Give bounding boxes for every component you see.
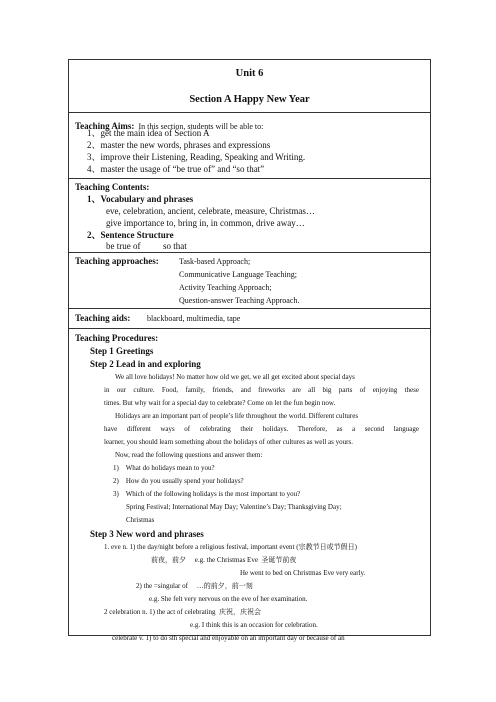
approaches-label: Teaching approaches: (75, 256, 159, 266)
paragraph-line: We all love holidays! No matter how old we get, we all get excited about special days (115, 373, 355, 381)
unit-title: Unit 6 (235, 68, 264, 79)
aids-label: Teaching aids: (75, 313, 131, 323)
paragraph-line: Holidays are an important part of people’s life throughout the world. Different cultures (115, 412, 359, 420)
paragraph-line: have different ways of celebrating their holidays. Therefore, as a second language (104, 425, 419, 433)
aims-item: 1、get the main idea of Section A (87, 128, 210, 138)
procedures-label: Teaching Procedures: (75, 333, 159, 343)
aids-row (69, 309, 430, 329)
vocab-example: e.g. I think this is an occasion for celebration. (190, 621, 318, 629)
vocab-entry: 前夜，前夕 e.g. the Christmas Eve 圣诞节前夜 (151, 556, 297, 564)
section-title: Section A Happy New Year (189, 94, 310, 105)
contents-label: Teaching Contents: (75, 182, 150, 192)
approach-item: Task-based Approach; (179, 257, 251, 266)
step-2: Step 2 Lead in and exploring (90, 359, 201, 369)
approach-item: Question-answer Teaching Approach. (179, 296, 300, 305)
paragraph-line: learner, you should learn something about the holidays of other cultures as well as yours. (104, 438, 353, 446)
aims-row (69, 113, 430, 179)
aims-intro: In this section, students will be able to: (138, 122, 264, 131)
vocab-entry: 2) the =singular of …的前夕，前一刻 (136, 582, 253, 590)
aims-label: Teaching Aims: (75, 121, 135, 131)
aims-item: 3、improve their Listening, Reading, Speaking and Writing. (87, 152, 306, 162)
procedures-row (69, 329, 430, 642)
paragraph-line: in our culture. Food, family, friends, and fireworks are all big parts of enjoying these (104, 386, 419, 394)
approach-item: Activity Teaching Approach; (179, 283, 272, 292)
holiday-list: Spring Festival; International May Day; Valentine’s Day; Thanksgiving Day; (126, 503, 342, 511)
lesson-plan-table (68, 59, 431, 642)
structure-title: 2、Sentence Structure (87, 230, 174, 240)
step-3: Step 3 New word and phrases (90, 529, 204, 539)
approaches-row (69, 253, 430, 309)
question-item: 3) Which of the following holidays is the most important to you? (113, 490, 301, 498)
aims-item: 4、master the usage of “be true of” and “so that” (87, 164, 265, 174)
aids-value: blackboard, multimedia, tape (147, 314, 241, 323)
structure-line: be true of so that (106, 241, 187, 251)
vocab-line: give importance to, bring in, in common, drive away… (106, 218, 305, 228)
question-item: 1) What do holidays mean to you? (113, 464, 215, 472)
paragraph-line: times. But why wait for a special day to celebrate? Come on let the fun begin now. (104, 399, 336, 407)
question-item: 2) How do you usually spend your holidays? (113, 477, 244, 485)
step-1: Step 1 Greetings (90, 346, 154, 356)
paragraph-line: Now, read the following questions and answer them: (115, 451, 263, 459)
vocab-line: eve, celebration, ancient, celebrate, measure, Christmas… (106, 206, 315, 216)
vocab-entry: 2 celebration n. 1) the act of celebrating 庆祝，庆祝会 (104, 608, 262, 616)
header-row (69, 60, 430, 113)
vocab-entry: celebrate v. 1) to do sth special and enjoyable on an important day or because of an (112, 634, 345, 642)
vocab-example: e.g. She felt very nervous on the eve of her examination. (149, 595, 308, 603)
vocab-title: 1、Vocabulary and phrases (87, 194, 194, 204)
approach-item: Communicative Language Teaching; (179, 270, 297, 279)
contents-row (69, 179, 430, 253)
vocab-example: He went to bed on Christmas Eve very early. (240, 569, 366, 577)
holiday-list: Christmas (126, 516, 155, 524)
vocab-entry: 1. eve n. 1) the day/night before a religious festival, important event (宗教节日或节假日) (104, 543, 357, 551)
aims-item: 2、master the new words, phrases and expressions (87, 140, 271, 150)
